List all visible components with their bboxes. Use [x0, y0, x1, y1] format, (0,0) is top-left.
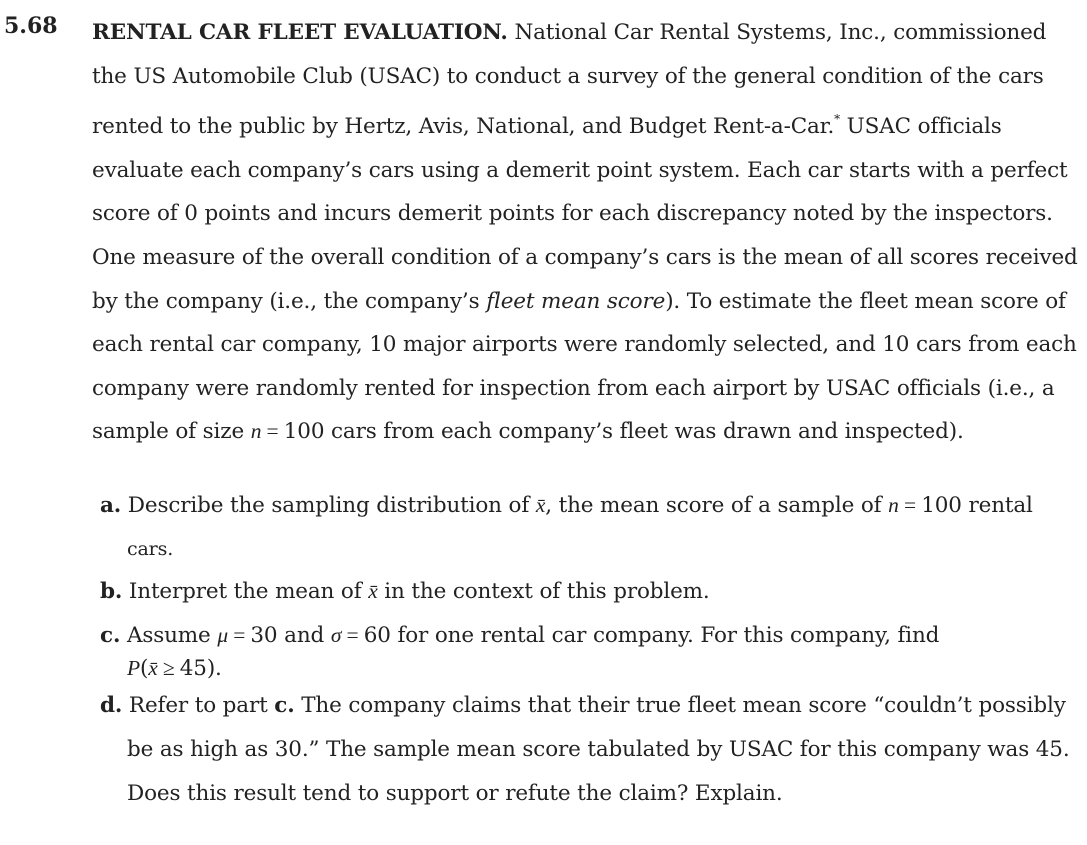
part-c-text-2: 30 and	[250, 623, 331, 648]
prob-value: 45	[179, 656, 207, 681]
part-a-text-1: Describe the sampling distribution of	[121, 493, 536, 518]
prob-close-paren: ).	[206, 656, 222, 681]
prob-P: P	[127, 656, 140, 680]
n-symbol: n	[888, 493, 899, 517]
xbar-symbol: x̄	[535, 493, 546, 517]
part-d-text-2: The company claims that their true fleet mean score “couldn’t possibly	[294, 693, 1066, 718]
equals-sign: =	[227, 623, 251, 647]
footnote-mark: *	[834, 112, 840, 127]
part-a-text-4: cars.	[127, 538, 174, 560]
xbar-symbol: x̄	[148, 656, 158, 680]
sigma-symbol: σ	[330, 623, 342, 647]
stem-text-1: National Car Rental Systems, Inc., commissioned the US Automobile Club (USAC) to conduct a survey of the general condition of the cars rented to the public by Hertz, Avis, National, and Budget Rent-a-Car.	[92, 20, 1047, 140]
part-c-label: c.	[100, 623, 121, 648]
stem-text-2: USAC officials evaluate each company’s cars using a demerit point system. Each car starts with a perfect score of 0 points and incurs demerit points for each discrepancy noted by the inspectors. One measure of the overall condition of a company’s cars is the mean of all scores received by the company (i.e., the company’s	[92, 114, 1078, 314]
part-c-text-3: 60 for one rental car company. For this company, find	[363, 623, 940, 648]
exercise-number: 5.68	[4, 13, 58, 39]
stem-text-4: 100 cars from each company’s fleet was drawn and inspected).	[283, 419, 964, 445]
part-d-text-1: Refer to part	[122, 693, 275, 718]
part-a-text-3: 100 rental	[921, 493, 1033, 518]
part-b-label: b.	[100, 579, 123, 604]
part-b-text-2: in the context of this problem.	[377, 579, 710, 604]
stem-text-3: ). To estimate the fleet mean score of each rental car company, 10 major airports were randomly selected, and 10 cars from each company were randomly rented for inspection from each airport by USAC officials (i.e., a sample of size	[92, 288, 1077, 445]
ge-symbol: ≥	[157, 656, 180, 680]
part-b-text-1: Interpret the mean of	[122, 579, 369, 604]
part-d-label: d.	[100, 693, 123, 718]
exercise-title: RENTAL CAR FLEET EVALUATION.	[92, 20, 508, 45]
mu-symbol: μ	[217, 623, 228, 647]
equals-sign: =	[261, 419, 284, 444]
part-a-label: a.	[100, 493, 122, 518]
probability-expression	[127, 655, 222, 682]
n-symbol: n	[250, 419, 262, 444]
part-c-reference: c.	[274, 693, 295, 718]
prob-open-paren: (	[139, 656, 149, 681]
part-d-text-3: be as high as 30.” The sample mean score tabulated by USAC for this company was 45.	[127, 737, 1070, 762]
part-c-text-1: Assume	[120, 623, 218, 648]
fleet-mean-score-term: fleet mean score	[486, 288, 666, 314]
part-d-text-4: Does this result tend to support or refute the claim? Explain.	[127, 781, 783, 806]
xbar-symbol: x̄	[368, 579, 378, 603]
equals-sign: =	[341, 623, 364, 647]
equals-sign: =	[898, 493, 922, 517]
problem-stem	[92, 11, 1082, 454]
part-a-text-2: , the mean score of a sample of	[545, 493, 889, 518]
